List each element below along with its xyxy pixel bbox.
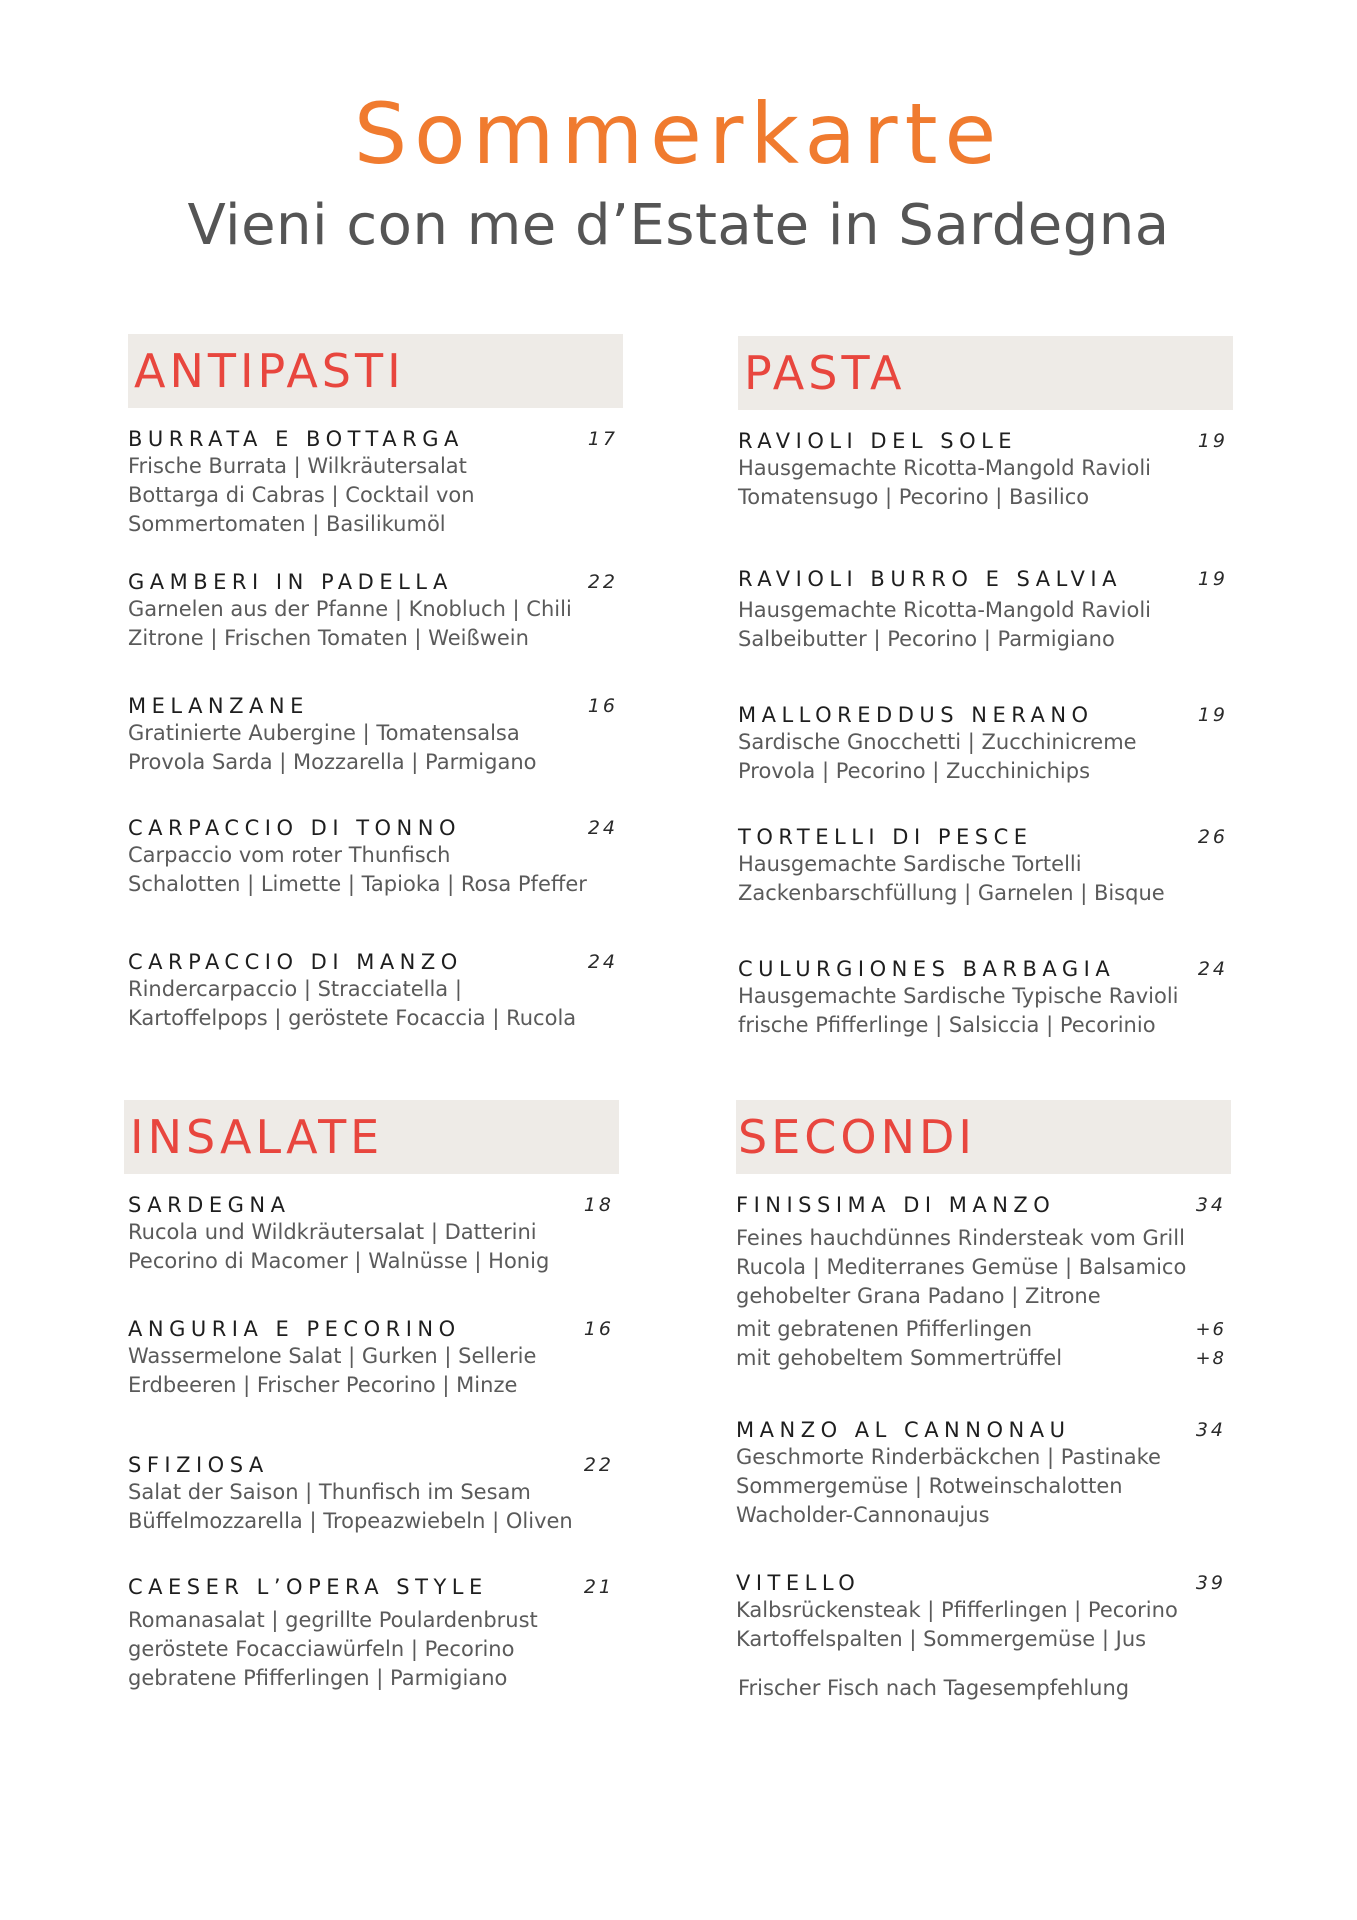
- item-description: Kalbsrückensteak | Pfifferlingen | Pecorino: [736, 1598, 1178, 1622]
- item-price: 39: [1195, 1572, 1226, 1594]
- item-description: Rucola und Wildkräutersalat | Datterini: [128, 1220, 537, 1244]
- item-name: RAVIOLI BURRO E SALVIA: [738, 567, 1122, 591]
- item-name: SFIZIOSA: [128, 1453, 269, 1477]
- item-name: CARPACCIO DI MANZO: [128, 950, 463, 974]
- item-description: Zitrone | Frischen Tomaten | Weißwein: [128, 626, 529, 650]
- item-description: gehobelter Grana Padano | Zitrone: [736, 1284, 1101, 1308]
- item-description: Kartoffelspalten | Sommergemüse | Jus: [736, 1627, 1147, 1651]
- menu-item: [736, 1417, 1236, 1530]
- item-name: MELANZANE: [128, 694, 309, 718]
- item-description: Carpaccio vom roter Thunfisch: [128, 843, 451, 867]
- item-name: MANZO AL CANNONAU: [736, 1418, 1071, 1442]
- item-extra-price: +8: [1195, 1348, 1226, 1369]
- section-pasta: [738, 336, 1238, 1074]
- item-name: CARPACCIO DI TONNO: [128, 816, 462, 840]
- menu-item: [128, 1316, 624, 1400]
- item-description: Feines hauchdünnes Rindersteak vom Grill: [736, 1226, 1185, 1250]
- item-price: 16: [587, 695, 618, 717]
- menu-item: [128, 1192, 624, 1276]
- menu-item: [128, 1452, 624, 1536]
- item-extra-price: +6: [1195, 1319, 1226, 1340]
- item-description: Sardische Gnocchetti | Zucchinicreme: [738, 730, 1137, 754]
- item-price: 18: [583, 1194, 614, 1216]
- item-description: Geschmorte Rinderbäckchen | Pastinake: [736, 1445, 1161, 1469]
- menu-item: [128, 426, 628, 539]
- item-description: Rucola | Mediterranes Gemüse | Balsamico: [736, 1255, 1187, 1279]
- item-description: Hausgemachte Ricotta-Mangold Ravioli: [738, 456, 1151, 480]
- menu-item: [128, 693, 628, 777]
- menu-subtitle: Vieni con me d’Estate in Sardegna: [187, 193, 1170, 258]
- item-price: 22: [587, 571, 618, 593]
- item-name: ANGURIA E PECORINO: [128, 1317, 461, 1341]
- item-name: BURRATA E BOTTARGA: [128, 427, 464, 451]
- menu-item: [128, 569, 628, 653]
- fresh-fish-note: Frischer Fisch nach Tagesempfehlung: [738, 1676, 1130, 1700]
- item-price: 24: [587, 817, 618, 839]
- item-description: Frische Burrata | Wilkräutersalat: [128, 454, 467, 478]
- section-heading: ANTIPASTI: [134, 344, 405, 398]
- item-description: Sommergemüse | Rotweinschalotten: [736, 1474, 1123, 1498]
- item-description: Gratinierte Aubergine | Tomatensalsa: [128, 721, 520, 745]
- menu-item: [736, 1192, 1236, 1373]
- menu-item: [738, 824, 1238, 908]
- section-heading: INSALATE: [130, 1110, 384, 1164]
- section-heading-band: [124, 1100, 619, 1174]
- item-description: Büffelmozzarella | Tropeazwiebeln | Oliven: [128, 1509, 573, 1533]
- item-price: 16: [583, 1318, 614, 1340]
- menu-item: [738, 566, 1238, 654]
- item-description: Erdbeeren | Frischer Pecorino | Minze: [128, 1373, 518, 1397]
- item-description: Provola | Pecorino | Zucchinichips: [738, 759, 1091, 783]
- item-description: Romanasalat | gegrillte Poulardenbrust: [128, 1608, 538, 1632]
- item-description: Pecorino di Macomer | Walnüsse | Honig: [128, 1249, 550, 1273]
- item-price: 24: [587, 951, 618, 973]
- item-description: Hausgemachte Ricotta-Mangold Ravioli: [738, 598, 1151, 622]
- item-name: FINISSIMA DI MANZO: [736, 1193, 1056, 1217]
- item-description: Salat der Saison | Thunfisch im Sesam: [128, 1480, 531, 1504]
- item-description: Kartoffelpops | geröstete Focaccia | Rucola: [128, 1006, 577, 1030]
- item-name: CULURGIONES BARBAGIA: [738, 957, 1116, 981]
- item-description: Schalotten | Limette | Tapioka | Rosa Pfeffer: [128, 872, 587, 896]
- item-description: Hausgemachte Sardische Tortelli: [738, 852, 1082, 876]
- item-price: 24: [1197, 958, 1228, 980]
- menu-item: [128, 949, 628, 1033]
- section-antipasti: [128, 334, 628, 1067]
- menu-item: [736, 1570, 1236, 1654]
- item-description: Sommertomaten | Basilikumöl: [128, 512, 446, 536]
- item-price: 19: [1197, 568, 1228, 590]
- item-price: 19: [1197, 704, 1228, 726]
- item-description: Wacholder-Cannonaujus: [736, 1503, 990, 1527]
- item-description: geröstete Focacciawürfeln | Pecorino: [128, 1637, 515, 1661]
- item-description: frische Pfifferlinge | Salsiccia | Pecorinio: [738, 1013, 1156, 1037]
- item-description: Bottarga di Cabras | Cocktail von: [128, 483, 475, 507]
- item-name: CAESER L’OPERA STYLE: [128, 1575, 488, 1599]
- item-extra-label: mit gebratenen Pfifferlingen: [736, 1317, 1033, 1341]
- item-description: Garnelen aus der Pfanne | Knobluch | Chili: [128, 597, 572, 621]
- item-price: 26: [1197, 826, 1228, 848]
- item-name: SARDEGNA: [128, 1193, 291, 1217]
- menu-item: [128, 815, 628, 899]
- section-heading-band: [736, 1100, 1231, 1174]
- item-extra: [736, 1315, 1236, 1344]
- item-extra-label: mit gehobeltem Sommertrüffel: [736, 1346, 1063, 1370]
- menu-title: Sommerkarte: [353, 85, 1004, 183]
- item-description: Rindercarpaccio | Stracciatella |: [128, 977, 462, 1001]
- item-description: Provola Sarda | Mozzarella | Parmigano: [128, 750, 537, 774]
- section-secondi: [736, 1100, 1236, 1703]
- item-name: GAMBERI IN PADELLA: [128, 570, 453, 594]
- menu-item: [738, 428, 1238, 512]
- section-insalate: [124, 1100, 624, 1727]
- item-extra: [736, 1344, 1236, 1373]
- section-heading-band: [738, 336, 1233, 410]
- item-description: Wassermelone Salat | Gurken | Sellerie: [128, 1344, 537, 1368]
- item-price: 19: [1197, 430, 1228, 452]
- item-description: Hausgemachte Sardische Typische Ravioli: [738, 984, 1179, 1008]
- section-heading: PASTA: [744, 346, 906, 400]
- section-heading-band: [128, 334, 623, 408]
- item-price: 34: [1195, 1419, 1226, 1441]
- item-name: VITELLO: [736, 1571, 861, 1595]
- item-price: 34: [1195, 1194, 1226, 1216]
- menu-item: [128, 1574, 624, 1693]
- item-description: gebratene Pfifferlingen | Parmigiano: [128, 1666, 508, 1690]
- item-name: RAVIOLI DEL SOLE: [738, 429, 1018, 453]
- item-description: Tomatensugo | Pecorino | Basilico: [738, 485, 1090, 509]
- menu-item: [738, 702, 1238, 786]
- item-price: 17: [587, 428, 618, 450]
- item-name: TORTELLI DI PESCE: [738, 825, 1033, 849]
- item-price: 21: [583, 1576, 614, 1598]
- section-heading: SECONDI: [738, 1110, 976, 1164]
- item-name: MALLOREDDUS NERANO: [738, 703, 1094, 727]
- menu-item: [738, 956, 1238, 1040]
- item-price: 22: [583, 1454, 614, 1476]
- item-description: Salbeibutter | Pecorino | Parmigiano: [738, 627, 1115, 651]
- item-description: Zackenbarschfüllung | Garnelen | Bisque: [738, 881, 1165, 905]
